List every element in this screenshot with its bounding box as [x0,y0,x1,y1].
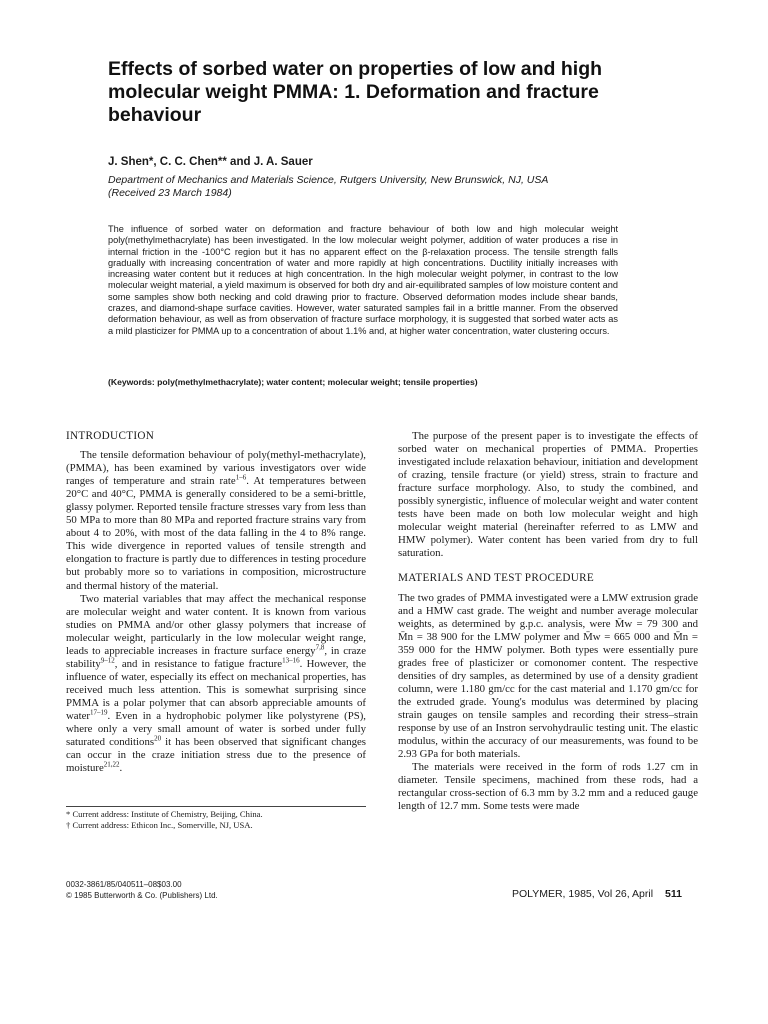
footnote: † Current address: Ethicon Inc., Somerville, NJ, USA. [66,820,253,830]
footnote: * Current address: Institute of Chemistry, Beijing, China. [66,809,263,819]
purpose-paragraph: The purpose of the present paper is to investigate the effects of sorbed water on mechanical properties of PMMA. Properties investigated include relaxation behaviour, initiation and development of crazing, tensile fracture (or yield) stress, strain to fracture and fracture surface morphology. Also, to study the combined, and possibly synergistic, influence of molecular weight and water content tests have been made on both low molecular weight and high molecular weight material (hereinafter referred to as LMW and HMW polymer). Water content has been varied from dry to full saturation. [398,430,698,560]
intro-paragraph-1 [66,449,366,593]
journal-footer [512,888,682,900]
copyright-line: © 1985 Butterworth & Co. (Publishers) Ltd. [66,890,218,900]
text-run: The tensile deformation behaviour of poly(methyl-methacrylate), (PMMA), has been examined by various investigators over wide ranges of temperature and strain rate [66,449,366,488]
citation: 1–6 [235,473,247,482]
text-run: , and in resistance to fatigue fracture [114,657,283,670]
intro-paragraph-2 [66,593,366,776]
paper-title: Effects of sorbed water on properties of low and high molecular weight PMMA: 1. Deformation and fracture behaviour [108,58,603,126]
text-run: . At temperatures between 20°C and 40°C, PMMA is generally considered to be a semi-brittle, glassy polymer. Reported tensile fracture stresses vary from less than 50 MPa to more than 80 MPa and reported fracture strains vary from about 4 to 20%, with most of the data falling in the 4 to 8% range. This wide divergence in reported values of tensile strength and elongation to fracture is partly due to differences in testing procedure but probably more so to variations in composition, microstructure and thermal history of the material. [66,475,366,592]
text-run: , in craze stability [66,644,366,670]
citation: 21,22 [103,760,120,769]
right-column [398,430,698,813]
section-heading-introduction: INTRODUCTION [66,430,155,442]
text-run: it has been observed that significant changes can occur in the craze initiation stress due to the presence of moisture [66,736,367,775]
received-date: (Received 23 March 1984) [108,187,232,199]
affiliation: Department of Mechanics and Materials Science, Rutgers University, New Brunswick, NJ, USA [108,174,549,186]
authors: J. Shen*, C. C. Chen** and J. A. Sauer [108,156,313,168]
citation: 7,8 [315,643,325,652]
abstract: The influence of sorbed water on deformation and fracture behaviour of both low and high molecular weight poly(methylmethacrylate) has been investigated. In the low molecular weight polymer, addition of water produces a rise in internal friction in the -100°C region but it has no apparent effect on the β-relaxation process. The tensile strength falls gradually with increasing concentration of water and more rapidly at high concentrations. Ductility initially increases with increasing water content but it reduces at high concentration. In the high molecular weight polymer, in contrast to the low molecular weight material, a yield maximum is observed for both dry and air-equilibrated samples of low moisture content and some samples show both necking and cold drawing prior to fracture. Observed deformation modes include shear bands, crazes, and diamond-shape surface cavities. However, water saturated samples fail in a brittle manner. From the observed deformation behaviour, as well as from observation of fracture surface morphology, it is suggested that sorbed water acts as a mild plasticizer for PMMA up to a concentration of about 1.1% and, at higher water concentration, water clustering occurs. [108,224,618,336]
materials-paragraph-1: The two grades of PMMA investigated were a LMW extrusion grade and a HMW cast grade. The weight and number average molecular weights, as determined by g.p.c. analysis, were M̄w = 79 300 and M̄n = 38 900 for the LMW polymer and M̄w = 665 000 and M̄n = 359 000 for the HMW polymer. Both types were essentially pure grades free of plasticizer or comonomer content. The respective densities of dry samples, as determined by use of a density gradient column, were 1.180 gm/cc for the cast material and 1.170 gm/cc for the extruded grade. Young's modulus was determined by placing strain gauges on tensile samples and recording their stress–strain response by use of an Instron servohydraulic testing unit. The elastic modulus, within the accuracy of our measurements, was found to be 2.93 GPa for both materials. [398,591,698,761]
text-run: . Even in a hydrophobic polymer like polystyrene (PS), where only a very small amount of water is sorbed under fully saturated conditions [66,709,366,749]
page-number: 511 [665,888,682,900]
citation: 17–19 [89,708,108,717]
affiliation-block [108,174,608,200]
section-heading-materials: MATERIALS AND TEST PROCEDURE [398,572,595,585]
keywords: (Keywords: poly(methylmethacrylate); water content; molecular weight; tensile properties) [108,377,478,387]
text-run: Two material variables that may affect the mechanical response are molecular weight and water content. It is known from various studies on PMMA and/or other glassy polymers that increase of molecular weight, particularly in the low molecular weight range, leads to appreciable increases in fracture surface energy [66,592,366,657]
left-column [66,430,366,775]
text-run: . However, the influence of water, especially its effect on mechanical properties, has received much less attention. This is somewhat surprising since PMMA is a polar polymer that can absorb appreciable amounts of water [66,657,366,722]
citation: 20 [154,734,162,743]
citation: 9–12 [100,656,115,665]
text-run: . [119,762,123,775]
copyright-block [66,880,366,901]
footnotes [66,806,366,831]
journal-citation: POLYMER, 1985, Vol 26, April [511,888,654,900]
citation: 13–16 [282,656,300,665]
materials-paragraph-2: The materials were received in the form of rods 1.27 cm in diameter. Tensile specimens, machined from these rods, had a rectangular cross-section of 6.3 mm by 3.2 mm and a reduced gauge length of 12.7 mm. Some tests were made [398,761,698,813]
issn-line: 0032-3861/85/040511–08$03.00 [66,880,182,889]
